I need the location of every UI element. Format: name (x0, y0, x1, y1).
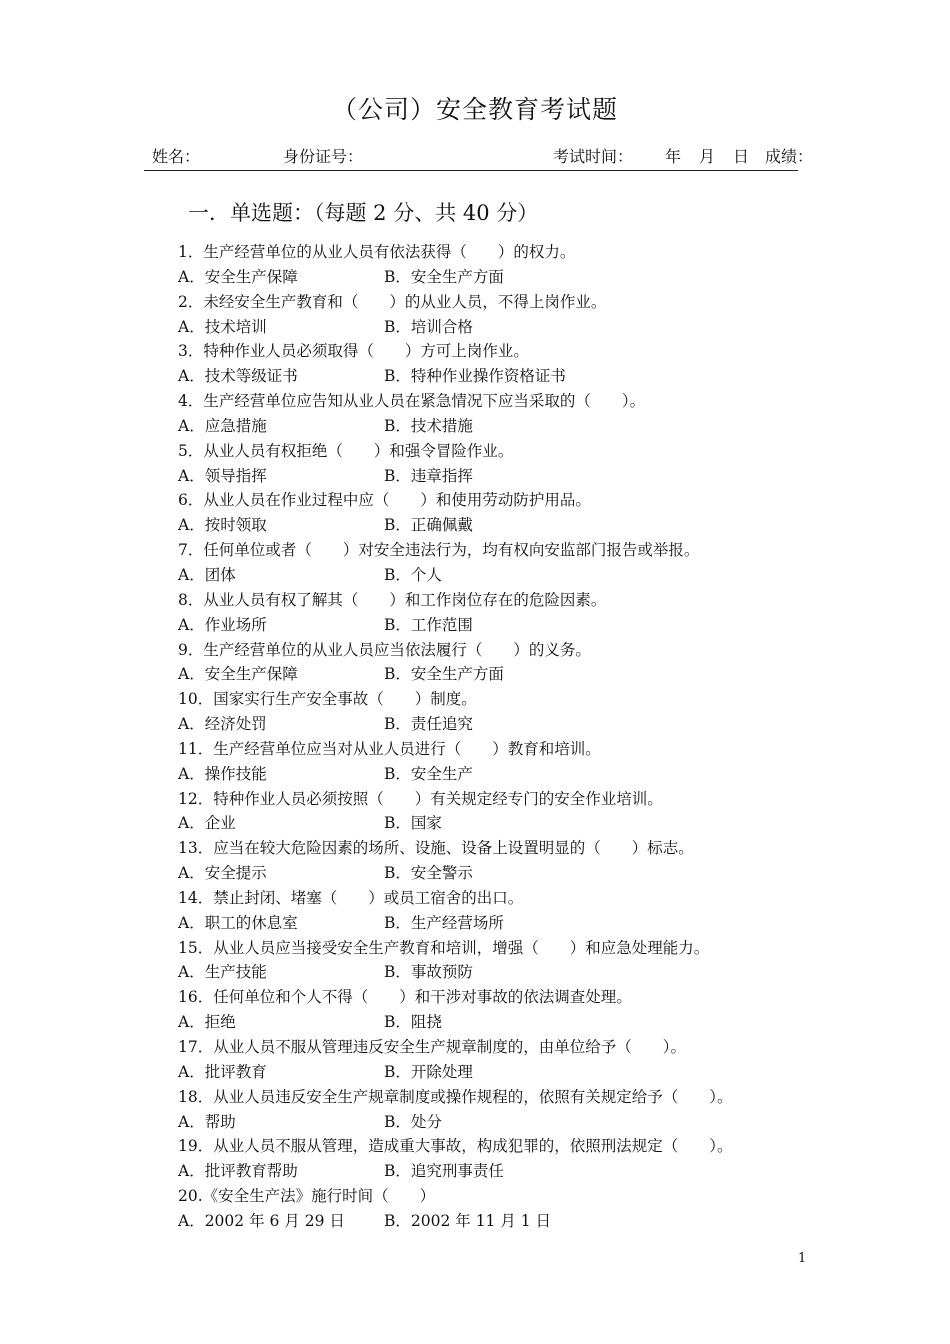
option-a: A．经济处罚 (178, 715, 267, 734)
option-a: A．技术等级证书 (178, 367, 298, 386)
option-a: A．作业场所 (178, 615, 267, 634)
section-title: 一．单选题：（每题 2 分、共 40 分） (188, 201, 539, 225)
score-label: 成绩： (765, 147, 814, 166)
option-b: B．个人 (384, 565, 442, 584)
answer-options (178, 315, 818, 340)
option-a: A．企业 (178, 814, 236, 833)
option-b: B．特种作业操作资格证书 (384, 367, 566, 386)
answer-options (178, 662, 818, 687)
answer-options (178, 265, 818, 290)
answer-options (178, 1110, 818, 1135)
question-text: 1．生产经营单位的从业人员有依法获得（ ）的权力。 (178, 243, 576, 261)
option-a: A．批评教育帮助 (178, 1162, 298, 1181)
option-a: A．拒绝 (178, 1013, 236, 1032)
option-a: A．生产技能 (178, 963, 267, 982)
option-b: B．追究刑事责任 (384, 1162, 504, 1181)
option-a: A．安全生产保障 (178, 267, 298, 286)
option-a: A．安全提示 (178, 864, 267, 883)
option-b: B．违章指挥 (384, 466, 473, 485)
question-text: 4．生产经营单位应告知从业人员在紧急情况下应当采取的（ ）。 (178, 392, 646, 411)
answer-options (178, 464, 818, 489)
question-text: 13．应当在较大危险因素的场所、设施、设备上设置明显的（ ）标志。 (178, 839, 694, 858)
question-text: 6．从业人员在作业过程中应（ ）和使用劳动防护用品。 (178, 491, 591, 510)
option-b: B．生产经营场所 (384, 913, 504, 932)
answer-options (178, 563, 818, 588)
answer-options (178, 513, 818, 538)
answer-options (178, 712, 818, 737)
answer-options (178, 364, 818, 389)
question-text: 9．生产经营单位的从业人员应当依法履行（ ）的义务。 (178, 640, 591, 659)
month-label: 月 (699, 147, 716, 166)
option-b: B．阻挠 (384, 1013, 442, 1032)
answer-options (178, 811, 818, 836)
answer-options (178, 1060, 818, 1085)
option-a: A．操作技能 (178, 764, 267, 783)
question-text: 8．从业人员有权了解其（ ）和工作岗位存在的危险因素。 (178, 590, 607, 609)
option-a: A．安全生产保障 (178, 665, 298, 684)
question-text: 15．从业人员应当接受安全生产教育和培训，增强（ ）和应急处理能力。 (178, 938, 710, 957)
option-a: A．批评教育 (178, 1062, 267, 1081)
option-b: B．事故预防 (384, 963, 473, 982)
option-b: B．2002 年 11 月 1 日 (384, 1211, 552, 1230)
answer-options (178, 1209, 818, 1234)
question-text: 14．禁止封闭、堵塞（ ）或员工宿舍的出口。 (178, 888, 524, 907)
question-text: 12．特种作业人员必须按照（ ）有关规定经专门的安全作业培训。 (178, 789, 663, 808)
answer-options (178, 613, 818, 638)
id-number-label: 身份证号： (283, 147, 364, 166)
option-a: A．职工的休息室 (178, 913, 298, 932)
option-a: A．技术培训 (178, 317, 267, 336)
option-a: A．帮助 (178, 1112, 236, 1131)
header-divider (144, 170, 798, 171)
question-text: 17．从业人员不服从管理违反安全生产规章制度的，由单位给予（ ）。 (178, 1038, 686, 1056)
question-text: 19．从业人员不服从管理，造成重大事故，构成犯罪的，依照刑法规定（ ）。 (178, 1137, 733, 1156)
option-b: B．国家 (384, 814, 442, 833)
option-b: B．工作范围 (384, 615, 473, 634)
question-text: 2．未经安全生产教育和（ ）的从业人员，不得上岗作业。 (178, 292, 607, 311)
question-text: 3．特种作业人员必须取得（ ）方可上岗作业。 (178, 342, 529, 361)
answer-options (178, 960, 818, 985)
question-list (178, 240, 818, 1234)
option-a: A．2002 年 6 月 29 日 (178, 1211, 345, 1230)
option-b: B．安全生产方面 (384, 267, 504, 286)
option-a: A．领导指挥 (178, 466, 267, 485)
page-number: 1 (798, 1251, 807, 1266)
page-title: （公司）安全教育考试题 (331, 95, 618, 124)
question-text: 18．从业人员违反安全生产规章制度或操作规程的，依照有关规定给予（ ）。 (178, 1087, 733, 1106)
question-text: 10．国家实行生产安全事故（ ）制度。 (178, 690, 477, 709)
option-b: B．处分 (384, 1112, 442, 1131)
option-a: A．按时领取 (178, 516, 267, 535)
option-b: B．开除处理 (384, 1062, 473, 1081)
option-b: B．安全警示 (384, 864, 473, 883)
question-text: 20.《安全生产法》施行时间（ ） (178, 1187, 436, 1206)
exam-time-label: 考试时间： (553, 147, 634, 166)
question-text: 5．从业人员有权拒绝（ ）和强令冒险作业。 (178, 441, 514, 460)
exam-info-row (0, 144, 950, 166)
answer-options (178, 911, 818, 936)
option-b: B．正确佩戴 (384, 516, 473, 535)
option-a: A．团体 (178, 565, 236, 584)
option-b: B．责任追究 (384, 715, 473, 734)
question-text: 7．任何单位或者（ ）对安全违法行为，均有权向安监部门报告或举报。 (178, 541, 700, 560)
option-b: B．技术措施 (384, 416, 473, 435)
day-label: 日 (733, 147, 750, 166)
option-b: B．安全生产方面 (384, 665, 504, 684)
year-label: 年 (665, 147, 682, 166)
name-label: 姓名： (152, 147, 201, 166)
option-b: B．培训合格 (384, 317, 473, 336)
answer-options (178, 414, 818, 439)
answer-options (178, 1010, 818, 1035)
answer-options (178, 1159, 818, 1184)
option-b: B．安全生产 (384, 764, 473, 783)
option-a: A．应急措施 (178, 416, 267, 435)
question-text: 16．任何单位和个人不得（ ）和干涉对事故的依法调查处理。 (178, 988, 632, 1007)
question-text: 11．生产经营单位应当对从业人员进行（ ）教育和培训。 (178, 739, 601, 758)
answer-options (178, 861, 818, 886)
answer-options (178, 762, 818, 787)
